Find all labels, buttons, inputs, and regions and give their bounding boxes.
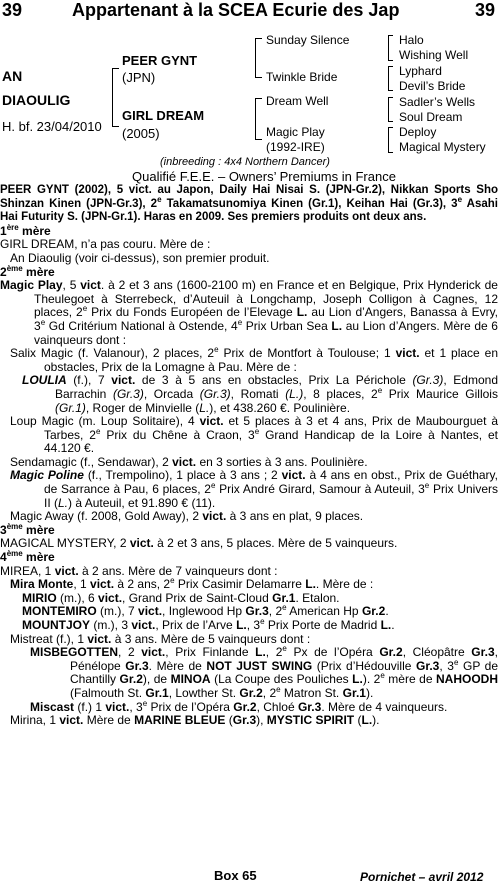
- pedigree-bracket-3d: [388, 127, 389, 153]
- offspring-misbegotten: MISBEGOTTEN, 2 vict., Prix Finlande L., 2e Px de l’Opéra Gr.2, Cléopâtre Gr.3, Pénélope Gr.3. Mère de NOT JUST SWING (Prix d’Hédouville Gr.3, 3e GP de Chantilly Gr.2), de MINOA (La Coupe des Pouliches L.). 2e mère de NAHOODH (Falmouth St. Gr.1, Lowther St. Gr.2, 2e Matron St. Gr.1).: [30, 644, 499, 700]
- dam-dam: Magic Play: [266, 125, 325, 139]
- heading-second-dam: 2ème mère: [0, 263, 55, 279]
- offspring-magic-poline: Magic Poline (f., Trempolino), 1 place à 3 ans ; 2 vict. à 4 ans en obst., Prix de Guéthary, de Sarrance à Pau, 6 places, 2e Prix André Girard, Samour à Auteuil, 3e Prix Univers II (L.) à Auteuil, et 91.890 € (11).: [10, 468, 499, 510]
- offspring-mountjoy: MOUNTJOY (m.), 3 vict., Prix de l’Arve L., 3e Prix Porte de Madrid L..: [22, 617, 395, 632]
- pedigree-bracket-3a: [388, 35, 389, 61]
- offspring-miscast: Miscast (f.) 1 vict., 3e Prix de l’Opéra Gr.2, Chloé Gr.3. Mère de 4 vainqueurs.: [30, 698, 448, 714]
- dam-year: (2005): [122, 126, 160, 141]
- heading-fourth-dam: 4ème mère: [0, 549, 55, 565]
- qualification-note: Qualifié F.E.E. – Owners’ Premiums in France: [132, 169, 396, 184]
- pedigree-bracket-3b: [388, 66, 389, 91]
- pedigree-bracket-1-bottom: [112, 126, 119, 127]
- offspring-loup-magic: Loup Magic (m. Loup Solitaire), 4 vict. et 5 places à 3 et 4 ans, Prix de Maubourguet à Tarbes, 2e Prix du Chêne à Craon, 3e Grand Handicap de la Loire à Nantes, et 44.120 €.: [10, 414, 499, 456]
- offspring-mistreat: Mistreat (f.), 1 vict. à 3 ans. Mère de 5 vainqueurs dont :: [10, 631, 311, 646]
- heading-third-dam: 3ème mère: [0, 521, 55, 537]
- dam-sire: Dream Well: [266, 94, 329, 108]
- fourth-dam-text: MIREA, 1 vict. à 2 ans. Mère de 7 vainqueurs dont :: [0, 563, 278, 578]
- lot-number-left: 39: [2, 0, 23, 20]
- horse-name-line1: AN: [2, 68, 23, 84]
- sale-place-date: Pornichet – avril 2012: [360, 870, 484, 884]
- pedigree-bracket-3c: [388, 97, 389, 122]
- pedigree-bracket-2a: [255, 38, 256, 78]
- pedigree-bracket-3b-top: [388, 66, 393, 67]
- first-dam-offspring: An Diaoulig (voir ci-dessus), son premier produit.: [10, 250, 270, 265]
- inbreeding-note: (inbreeding : 4x4 Northern Dancer): [160, 156, 330, 168]
- pedigree-body: [0, 184, 498, 728]
- pedigree-bracket-1-top: [112, 68, 119, 69]
- dam-dam-note: (1992-IRE): [266, 140, 325, 154]
- pedigree-bracket-2b-bottom: [255, 139, 262, 140]
- sire-dam: Twinkle Bride: [266, 70, 338, 84]
- pedigree-bracket-3d-bottom: [388, 152, 393, 153]
- pedigree-bracket-3c-bottom: [388, 121, 393, 122]
- sire-name: PEER GYNT: [122, 53, 198, 68]
- pedigree-bracket-2b: [255, 98, 256, 140]
- pedigree-bracket-3b-bottom: [388, 90, 393, 91]
- sire-dam-dam: Devil’s Bride: [399, 79, 466, 93]
- offspring-montemiro: MONTEMIRO (m.), 7 vict., Inglewood Hp Gr.3, 2e American Hp Gr.2.: [22, 603, 389, 619]
- box-number: Box 65: [214, 868, 257, 883]
- offspring-sendamagic: Sendamagic (f., Sendawar), 2 vict. en 3 sorties à 3 ans. Poulinière.: [10, 454, 368, 469]
- dam-dam-dam: Magical Mystery: [399, 140, 486, 154]
- horse-name-line2: DIAOULIG: [2, 92, 71, 108]
- dam-dam-sire: Deploy: [399, 125, 437, 139]
- offspring-mira-monte: Mira Monte, 1 vict. à 2 ans, 2e Prix Casimir Delamarre L.. Mère de :: [10, 576, 374, 592]
- offspring-magic-away: Magic Away (f. 2008, Gold Away), 2 vict. à 3 ans en plat, 9 places.: [10, 509, 364, 524]
- sire-sire: Sunday Silence: [266, 33, 350, 47]
- second-dam-text: Magic Play, 5 vict. à 2 et 3 ans (1600-2100 m) en France et en Belgique, Prix Hynderick de Theulegoet à Sterrebeck, d’Auteuil à Longchamp, Joseph Colligon à Cagnes, 12 places, 2e Prix du Fonds Européen de l’Elevage L. au Lion d’Angers, Banassa à Evry, 3e Gd Critérium National à Ostende, 4e Prix Urban Sea L. au Lion d’Angers. Mère de 6 vainqueurs dont :: [0, 278, 499, 347]
- third-dam-text: MAGICAL MYSTERY, 2 vict. à 2 et 3 ans, 5 places. Mère de 5 vainqueurs.: [0, 536, 398, 551]
- dam-sire-sire: Sadler’s Wells: [399, 95, 476, 109]
- offspring-mirio: MIRIO (m.), 6 vict., Grand Prix de Saint-Cloud Gr.1. Etalon.: [22, 590, 340, 605]
- sire-dam-sire: Lyphard: [399, 64, 442, 78]
- pedigree-bracket-2a-top: [255, 38, 262, 39]
- pedigree-bracket-2a-bottom: [255, 77, 262, 78]
- pedigree-bracket-2b-top: [255, 98, 262, 99]
- sire-sire-dam: Wishing Well: [399, 48, 469, 62]
- pedigree-bracket-3a-top: [388, 35, 393, 36]
- pedigree-bracket-3a-bottom: [388, 60, 393, 61]
- sire-sire-sire: Halo: [399, 33, 424, 47]
- heading-first-dam: 1ère mère: [0, 222, 51, 238]
- pedigree-bracket-1: [112, 68, 113, 127]
- offspring-loulia: LOULIA (f.), 7 vict. de 3 à 5 ans en obstacles, Prix La Périchole (Gr.3), Edmond Barrachin (Gr.3), Orcada (Gr.3), Romati (L.), 8 places, 2e Prix Maurice Gillois (Gr.1), Roger de Minvielle (L.), et 438.260 €. Poulinière.: [22, 373, 498, 415]
- first-dam-text: GIRL DREAM, n’a pas couru. Mère de :: [0, 237, 211, 252]
- page-title: Appartenant à la SCEA Ecurie des Jap: [72, 0, 400, 20]
- pedigree-bracket-3d-top: [388, 127, 393, 128]
- offspring-mirina: Mirina, 1 vict. Mère de MARINE BLEUE (Gr.3), MYSTIC SPIRIT (L.).: [10, 713, 380, 728]
- sire-origin: (JPN): [122, 70, 156, 85]
- dam-sire-dam: Soul Dream: [399, 110, 463, 124]
- pedigree-bracket-3c-top: [388, 97, 393, 98]
- lot-number-right: 39: [475, 0, 496, 20]
- horse-description: H. bf. 23/04/2010: [2, 119, 102, 134]
- dam-name: GIRL DREAM: [122, 108, 205, 123]
- offspring-salix-magic: Salix Magic (f. Valanour), 2 places, 2e Prix de Montfort à Toulouse; 1 vict. et 1 place en obstacles, Prix de la Lomagne à Pau. Mère de :: [10, 345, 498, 374]
- sire-paragraph: PEER GYNT (2002), 5 vict. au Japon, Daily Hai Nisai S. (JPN-Gr.2), Nikkan Sports Sho Shinzan Kinen (JPN-Gr.3), 2e Takamatsunomiya Kinen (Gr.1), Keihan Hai (Gr.3), 3e Asahi Hai Futurity S. (JPN-Gr.1). Haras en 2009. Ses premiers produits ont deux ans.: [0, 184, 498, 224]
